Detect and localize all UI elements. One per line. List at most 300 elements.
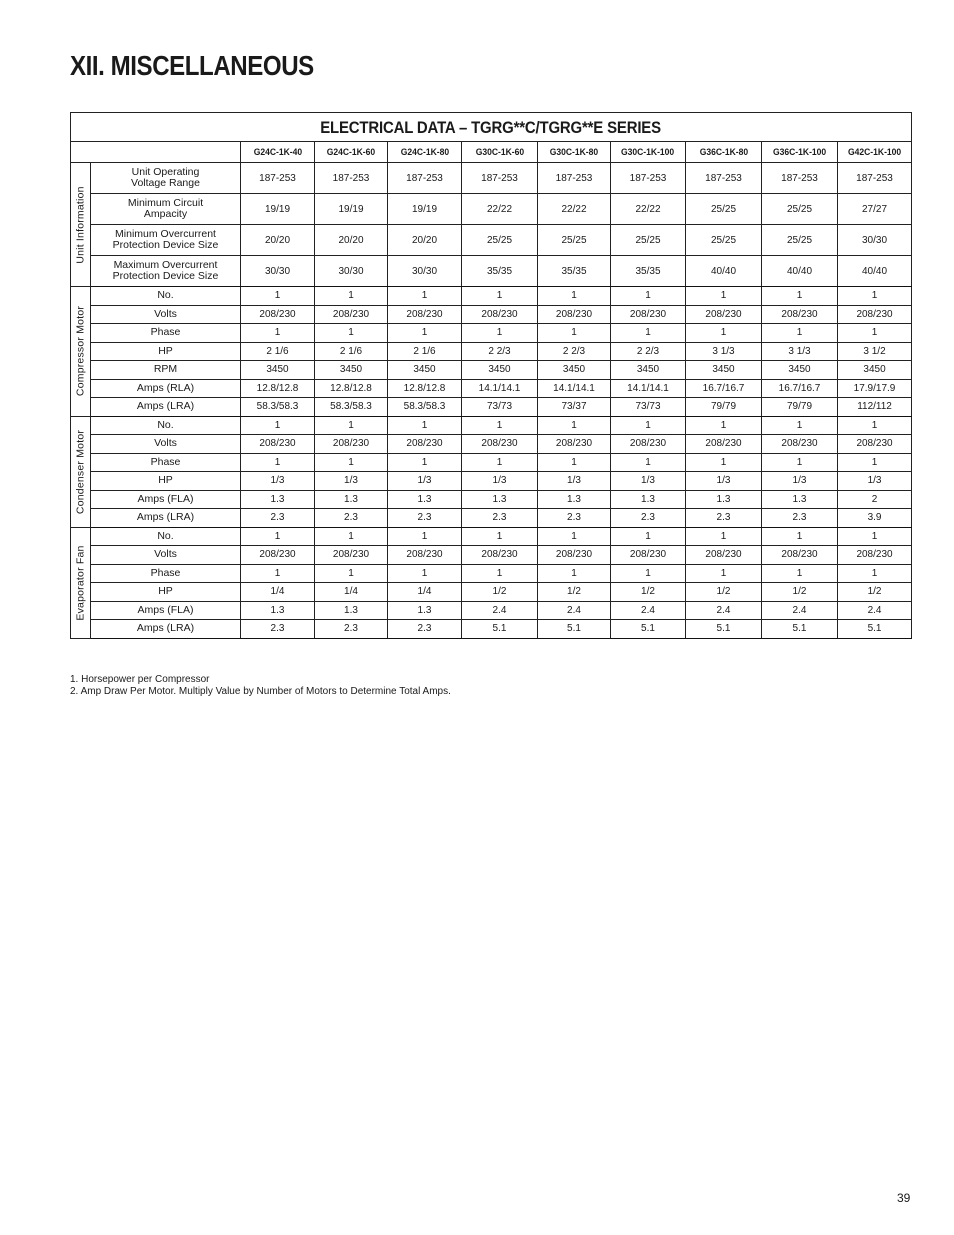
group-label: Evaporator Fan — [74, 544, 86, 621]
table-cell: 208/230 — [388, 546, 462, 565]
table-cell: 1 — [762, 564, 838, 583]
table-cell: 2.3 — [388, 509, 462, 528]
table-cell: 73/73 — [462, 398, 538, 417]
row-label — [91, 509, 241, 528]
row-label-line: Volts — [154, 548, 177, 561]
table-row — [71, 583, 912, 602]
column-header: G36C-1K-80 — [686, 142, 762, 163]
table-cell: 1 — [611, 416, 686, 435]
table-cell: 73/73 — [611, 398, 686, 417]
table-cell: 35/35 — [462, 256, 538, 287]
table-cell: 1 — [838, 287, 912, 306]
table-cell: 3.9 — [838, 509, 912, 528]
table-cell: 1 — [686, 527, 762, 546]
table-cell: 1 — [538, 453, 611, 472]
table-cell: 25/25 — [538, 225, 611, 256]
row-label-line: No. — [157, 418, 174, 431]
table-cell: 1 — [762, 453, 838, 472]
table-cell: 208/230 — [838, 435, 912, 454]
row-label — [91, 527, 241, 546]
table-cell: 1 — [538, 287, 611, 306]
table-cell: 208/230 — [538, 305, 611, 324]
table-cell: 2 1/6 — [388, 342, 462, 361]
row-label-line: Ampacity — [143, 208, 188, 220]
table-cell: 2.4 — [686, 601, 762, 620]
row-label-line: Amps (LRA) — [136, 400, 195, 413]
table-cell: 208/230 — [686, 305, 762, 324]
row-label — [91, 472, 241, 491]
column-header: G42C-1K-100 — [838, 142, 912, 163]
table-cell: 208/230 — [315, 305, 388, 324]
table-cell: 3450 — [462, 361, 538, 380]
table-cell: 1 — [315, 527, 388, 546]
table-cell: 208/230 — [241, 305, 315, 324]
table-cell: 1 — [388, 453, 462, 472]
table-cell: 208/230 — [538, 435, 611, 454]
table-cell: 1 — [388, 564, 462, 583]
table-cell: 1 — [388, 287, 462, 306]
electrical-data-table-container — [70, 112, 911, 639]
table-cell: 30/30 — [388, 256, 462, 287]
row-label-line: HP — [158, 585, 173, 598]
row-label — [91, 163, 241, 194]
table-cell: 1 — [241, 287, 315, 306]
table-cell: 58.3/58.3 — [315, 398, 388, 417]
table-cell: 1.3 — [538, 490, 611, 509]
table-cell: 2.3 — [686, 509, 762, 528]
row-label-line: Maximum Overcurrent — [113, 259, 218, 271]
table-cell: 5.1 — [762, 620, 838, 639]
table-cell: 1.3 — [462, 490, 538, 509]
column-header: G30C-1K-100 — [611, 142, 686, 163]
table-cell: 3450 — [686, 361, 762, 380]
table-row — [71, 472, 912, 491]
row-label — [91, 398, 241, 417]
table-row — [71, 379, 912, 398]
table-cell: 2.3 — [241, 620, 315, 639]
table-cell: 208/230 — [462, 305, 538, 324]
table-row — [71, 490, 912, 509]
table-cell: 208/230 — [315, 546, 388, 565]
table-cell: 2.4 — [462, 601, 538, 620]
table-cell: 208/230 — [538, 546, 611, 565]
table-cell: 5.1 — [538, 620, 611, 639]
table-cell: 1 — [686, 324, 762, 343]
table-cell: 1 — [538, 564, 611, 583]
table-row — [71, 416, 912, 435]
table-cell: 22/22 — [462, 194, 538, 225]
table-cell: 1 — [315, 287, 388, 306]
table-cell: 1 — [462, 564, 538, 583]
table-cell: 40/40 — [838, 256, 912, 287]
table-cell: 1.3 — [762, 490, 838, 509]
table-cell: 1/3 — [686, 472, 762, 491]
row-label-line: Minimum Overcurrent — [115, 228, 216, 240]
table-row — [71, 601, 912, 620]
footnote: 1. Horsepower per Compressor — [70, 674, 210, 685]
row-label — [91, 194, 241, 225]
table-cell: 1 — [611, 527, 686, 546]
table-cell: 1.3 — [241, 490, 315, 509]
table-cell: 1/2 — [538, 583, 611, 602]
footnote: 2. Amp Draw Per Motor. Multiply Value by Number of Motors to Determine Total Amps. — [70, 686, 451, 697]
table-cell: 58.3/58.3 — [241, 398, 315, 417]
table-cell: 1 — [388, 416, 462, 435]
table-cell: 25/25 — [686, 225, 762, 256]
table-cell: 208/230 — [388, 435, 462, 454]
table-cell: 2.3 — [388, 620, 462, 639]
row-label — [91, 225, 241, 256]
table-cell: 14.1/14.1 — [462, 379, 538, 398]
row-label — [91, 379, 241, 398]
table-cell: 79/79 — [686, 398, 762, 417]
table-cell: 1 — [762, 527, 838, 546]
table-cell: 25/25 — [762, 194, 838, 225]
table-cell: 5.1 — [611, 620, 686, 639]
group-label-cell — [71, 163, 91, 287]
table-cell: 1/2 — [462, 583, 538, 602]
table-cell: 16.7/16.7 — [686, 379, 762, 398]
table-cell: 1 — [838, 324, 912, 343]
table-cell: 17.9/17.9 — [838, 379, 912, 398]
table-cell: 1.3 — [388, 601, 462, 620]
table-cell: 1 — [241, 453, 315, 472]
table-cell: 3 1/3 — [762, 342, 838, 361]
table-cell: 2.4 — [762, 601, 838, 620]
table-cell: 3 1/3 — [686, 342, 762, 361]
row-label-line: Phase — [150, 566, 181, 579]
table-cell: 30/30 — [315, 256, 388, 287]
table-cell: 1 — [838, 453, 912, 472]
row-label — [91, 601, 241, 620]
table-cell: 2.3 — [315, 509, 388, 528]
table-cell: 1 — [315, 416, 388, 435]
table-cell: 1/3 — [838, 472, 912, 491]
table-row — [71, 564, 912, 583]
table-cell: 1.3 — [686, 490, 762, 509]
table-cell: 1 — [462, 416, 538, 435]
table-cell: 187-253 — [538, 163, 611, 194]
table-cell: 12.8/12.8 — [388, 379, 462, 398]
table-row — [71, 256, 912, 287]
table-cell: 1.3 — [315, 601, 388, 620]
row-label-line: Minimum Circuit — [127, 197, 204, 209]
table-cell: 27/27 — [838, 194, 912, 225]
table-cell: 1 — [686, 416, 762, 435]
row-label-line: Volts — [154, 437, 177, 450]
table-cell: 1 — [838, 416, 912, 435]
table-row — [71, 324, 912, 343]
table-cell: 1 — [241, 324, 315, 343]
table-cell: 208/230 — [388, 305, 462, 324]
table-cell: 2.3 — [241, 509, 315, 528]
table-cell: 112/112 — [838, 398, 912, 417]
group-label: Compressor Motor — [74, 306, 86, 397]
table-cell: 2 2/3 — [611, 342, 686, 361]
table-cell: 187-253 — [241, 163, 315, 194]
table-cell: 1.3 — [315, 490, 388, 509]
table-cell: 14.1/14.1 — [611, 379, 686, 398]
table-cell: 187-253 — [388, 163, 462, 194]
table-cell: 1 — [838, 564, 912, 583]
group-label: Condenser Motor — [74, 429, 86, 514]
table-cell: 208/230 — [611, 305, 686, 324]
table-cell: 1 — [762, 287, 838, 306]
header-blank-cell — [71, 142, 241, 163]
table-row — [71, 305, 912, 324]
row-label — [91, 564, 241, 583]
table-cell: 3450 — [611, 361, 686, 380]
table-cell: 3450 — [538, 361, 611, 380]
electrical-data-table — [70, 112, 912, 639]
column-header: G30C-1K-80 — [538, 142, 611, 163]
table-row — [71, 342, 912, 361]
table-cell: 1 — [315, 453, 388, 472]
table-row — [71, 225, 912, 256]
column-header-row — [71, 142, 912, 163]
table-cell: 19/19 — [315, 194, 388, 225]
table-row — [71, 194, 912, 225]
row-label-line: No. — [157, 529, 174, 542]
table-cell: 5.1 — [686, 620, 762, 639]
row-label-line: Amps (LRA) — [136, 511, 195, 524]
row-label-line: HP — [158, 344, 173, 357]
table-cell: 1/4 — [388, 583, 462, 602]
table-row — [71, 398, 912, 417]
table-cell: 30/30 — [838, 225, 912, 256]
table-cell: 20/20 — [241, 225, 315, 256]
table-cell: 2.4 — [611, 601, 686, 620]
row-label — [91, 287, 241, 306]
table-cell: 40/40 — [686, 256, 762, 287]
table-cell: 2 1/6 — [315, 342, 388, 361]
table-cell: 1/3 — [762, 472, 838, 491]
row-label — [91, 342, 241, 361]
table-cell: 40/40 — [762, 256, 838, 287]
table-cell: 208/230 — [611, 435, 686, 454]
row-label — [91, 453, 241, 472]
table-cell: 208/230 — [462, 546, 538, 565]
table-cell: 22/22 — [538, 194, 611, 225]
column-header: G24C-1K-60 — [315, 142, 388, 163]
table-cell: 1 — [611, 564, 686, 583]
table-cell: 12.8/12.8 — [241, 379, 315, 398]
table-cell: 208/230 — [686, 546, 762, 565]
table-cell: 208/230 — [686, 435, 762, 454]
footnotes — [70, 674, 451, 698]
table-cell: 208/230 — [241, 435, 315, 454]
table-row — [71, 435, 912, 454]
row-label-line: Protection Device Size — [112, 270, 219, 282]
row-label-line: Voltage Range — [131, 177, 200, 189]
table-cell: 1 — [686, 564, 762, 583]
column-header: G36C-1K-100 — [762, 142, 838, 163]
table-cell: 208/230 — [838, 305, 912, 324]
table-cell: 1/3 — [388, 472, 462, 491]
table-cell: 1 — [611, 287, 686, 306]
table-cell: 3 1/2 — [838, 342, 912, 361]
table-cell: 19/19 — [388, 194, 462, 225]
table-cell: 3450 — [762, 361, 838, 380]
table-cell: 2 2/3 — [462, 342, 538, 361]
table-cell: 1 — [686, 287, 762, 306]
table-cell: 2.4 — [838, 601, 912, 620]
group-label-cell — [71, 416, 91, 527]
table-cell: 1/2 — [611, 583, 686, 602]
table-cell: 1 — [241, 416, 315, 435]
table-cell: 1/3 — [241, 472, 315, 491]
table-row — [71, 620, 912, 639]
table-cell: 1.3 — [241, 601, 315, 620]
row-label-line: Amps (LRA) — [136, 622, 195, 635]
row-label-line: Protection Device Size — [112, 239, 219, 251]
table-cell: 208/230 — [315, 435, 388, 454]
table-cell: 20/20 — [315, 225, 388, 256]
table-cell: 1/2 — [762, 583, 838, 602]
table-cell: 1 — [462, 527, 538, 546]
table-cell: 16.7/16.7 — [762, 379, 838, 398]
table-cell: 1 — [686, 453, 762, 472]
row-label-line: Amps (RLA) — [136, 381, 195, 394]
table-cell: 2 1/6 — [241, 342, 315, 361]
table-cell: 187-253 — [838, 163, 912, 194]
table-cell: 1/3 — [538, 472, 611, 491]
table-cell: 1.3 — [611, 490, 686, 509]
row-label — [91, 546, 241, 565]
table-cell: 1/3 — [611, 472, 686, 491]
table-row — [71, 527, 912, 546]
row-label-line: Amps (FLA) — [137, 492, 194, 505]
table-cell: 25/25 — [686, 194, 762, 225]
table-cell: 3450 — [388, 361, 462, 380]
table-cell: 187-253 — [315, 163, 388, 194]
table-cell: 2 2/3 — [538, 342, 611, 361]
table-cell: 1 — [762, 324, 838, 343]
table-cell: 1 — [315, 564, 388, 583]
table-cell: 208/230 — [762, 546, 838, 565]
table-cell: 1 — [762, 416, 838, 435]
table-cell: 1 — [388, 527, 462, 546]
table-cell: 1/4 — [241, 583, 315, 602]
row-label — [91, 361, 241, 380]
table-cell: 25/25 — [762, 225, 838, 256]
column-header: G30C-1K-60 — [462, 142, 538, 163]
table-cell: 1 — [462, 324, 538, 343]
table-cell: 1 — [538, 416, 611, 435]
row-label-line: No. — [157, 289, 174, 302]
table-row — [71, 361, 912, 380]
table-cell: 1 — [388, 324, 462, 343]
table-caption: ELECTRICAL DATA – TGRG**C/TGRG**E SERIES — [71, 113, 912, 142]
table-cell: 3450 — [838, 361, 912, 380]
table-cell: 1 — [611, 324, 686, 343]
section-title: XII. MISCELLANEOUS — [70, 50, 314, 81]
group-label-cell — [71, 287, 91, 417]
row-label-line: Unit Operating — [131, 166, 200, 178]
table-cell: 187-253 — [686, 163, 762, 194]
table-cell: 208/230 — [762, 435, 838, 454]
table-cell: 2 — [838, 490, 912, 509]
table-cell: 5.1 — [838, 620, 912, 639]
table-cell: 20/20 — [388, 225, 462, 256]
table-body — [71, 163, 912, 639]
table-cell: 1/3 — [315, 472, 388, 491]
table-cell: 3450 — [241, 361, 315, 380]
row-label — [91, 416, 241, 435]
table-cell: 1 — [462, 287, 538, 306]
table-cell: 2.3 — [462, 509, 538, 528]
table-cell: 14.1/14.1 — [538, 379, 611, 398]
table-cell: 3450 — [315, 361, 388, 380]
row-label — [91, 435, 241, 454]
table-row — [71, 163, 912, 194]
table-cell: 1/2 — [686, 583, 762, 602]
table-cell: 1.3 — [388, 490, 462, 509]
row-label — [91, 256, 241, 287]
table-cell: 1 — [611, 453, 686, 472]
row-label-line: Amps (FLA) — [137, 603, 194, 616]
table-cell: 2.3 — [538, 509, 611, 528]
table-cell: 1/3 — [462, 472, 538, 491]
table-row — [71, 546, 912, 565]
table-cell: 1/4 — [315, 583, 388, 602]
table-cell: 1 — [538, 527, 611, 546]
table-row — [71, 509, 912, 528]
table-cell: 1 — [315, 324, 388, 343]
table-cell: 208/230 — [462, 435, 538, 454]
table-cell: 208/230 — [611, 546, 686, 565]
group-label-cell — [71, 527, 91, 638]
row-label — [91, 305, 241, 324]
table-cell: 2.3 — [611, 509, 686, 528]
table-cell: 187-253 — [462, 163, 538, 194]
table-cell: 208/230 — [241, 546, 315, 565]
table-cell: 25/25 — [462, 225, 538, 256]
column-header: G24C-1K-40 — [241, 142, 315, 163]
row-label-line: HP — [158, 474, 173, 487]
table-cell: 2.3 — [762, 509, 838, 528]
table-cell: 2.3 — [315, 620, 388, 639]
table-cell: 35/35 — [611, 256, 686, 287]
table-cell: 22/22 — [611, 194, 686, 225]
table-cell: 208/230 — [762, 305, 838, 324]
table-cell: 25/25 — [611, 225, 686, 256]
table-cell: 187-253 — [762, 163, 838, 194]
row-label — [91, 490, 241, 509]
table-cell: 35/35 — [538, 256, 611, 287]
table-cell: 1 — [838, 527, 912, 546]
table-cell: 73/37 — [538, 398, 611, 417]
row-label-line: Phase — [150, 326, 181, 339]
table-row — [71, 453, 912, 472]
page-number: 39 — [897, 1191, 911, 1205]
row-label-line: Volts — [154, 307, 177, 320]
table-cell: 2.4 — [538, 601, 611, 620]
row-label-line: Phase — [150, 455, 181, 468]
table-row — [71, 287, 912, 306]
row-label — [91, 583, 241, 602]
table-cell: 1 — [241, 527, 315, 546]
table-cell: 5.1 — [462, 620, 538, 639]
column-header: G24C-1K-80 — [388, 142, 462, 163]
row-label-line: RPM — [153, 363, 178, 376]
table-cell: 19/19 — [241, 194, 315, 225]
table-cell: 1/2 — [838, 583, 912, 602]
table-cell: 1 — [241, 564, 315, 583]
table-cell: 58.3/58.3 — [388, 398, 462, 417]
table-cell: 1 — [462, 453, 538, 472]
table-cell: 187-253 — [611, 163, 686, 194]
